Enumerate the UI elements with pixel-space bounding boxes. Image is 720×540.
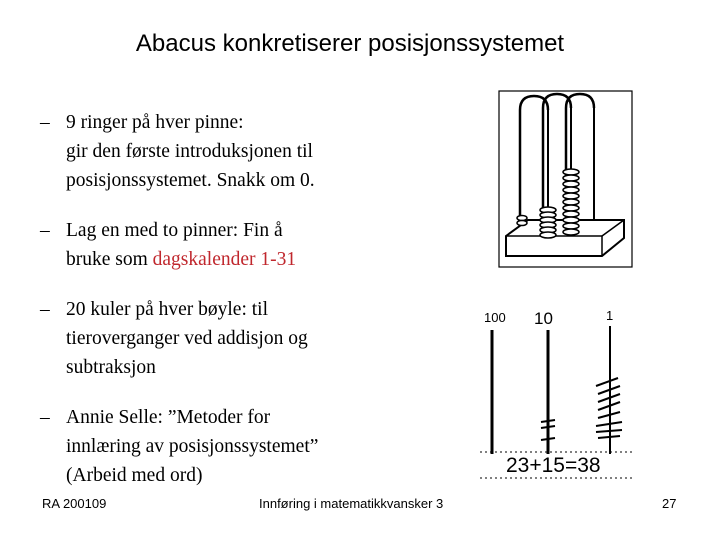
bullet-line: 20 kuler på hver bøyle: til (66, 299, 268, 320)
bullet-line: Lag en med to pinner: Fin å (66, 220, 283, 241)
bullet-dash: – (40, 112, 50, 133)
footer-page-number: 27 (662, 496, 677, 511)
bullet-dash: – (40, 220, 50, 241)
footer-course-title: Innføring i matematikkvansker 3 (259, 496, 444, 511)
bullet-line: subtraksjon (66, 357, 156, 378)
bullet-line: (Arbeid med ord) (66, 465, 203, 486)
slide-title: Abacus konkretiserer posisjonssystemet (135, 30, 565, 57)
bullet-dash: – (40, 407, 50, 428)
bullet-dash: – (40, 299, 50, 320)
highlight-text: dagskalender 1-31 (152, 249, 297, 270)
bead-frame-drawing (478, 302, 636, 480)
bullet-item (40, 295, 460, 382)
bullet-item (40, 108, 460, 195)
place-label-hundreds: 100 (484, 310, 506, 325)
bullet-line: 9 ringer på hver pinne: (66, 112, 244, 133)
bullet-line: innlæring av posisjonssystemet” (66, 436, 319, 457)
bullet-line: posisjonssystemet. Snakk om 0. (66, 170, 315, 191)
abacus-drawing (498, 90, 633, 268)
bullet-line: Annie Selle: ”Metoder for (66, 407, 271, 428)
place-label-tens: 10 (534, 309, 553, 328)
bullet-item (40, 403, 460, 490)
equation-text: 23+15=38 (506, 454, 601, 477)
bullet-line: gir den første introduksjonen til (66, 141, 313, 162)
bullet-list (40, 108, 460, 511)
footer-date: RA 200109 (42, 496, 107, 511)
bullet-item (40, 216, 460, 274)
bullet-line: tieroverganger ved addisjon og (66, 328, 308, 349)
bullet-line: bruke som (66, 249, 153, 270)
place-label-ones: 1 (606, 308, 614, 323)
